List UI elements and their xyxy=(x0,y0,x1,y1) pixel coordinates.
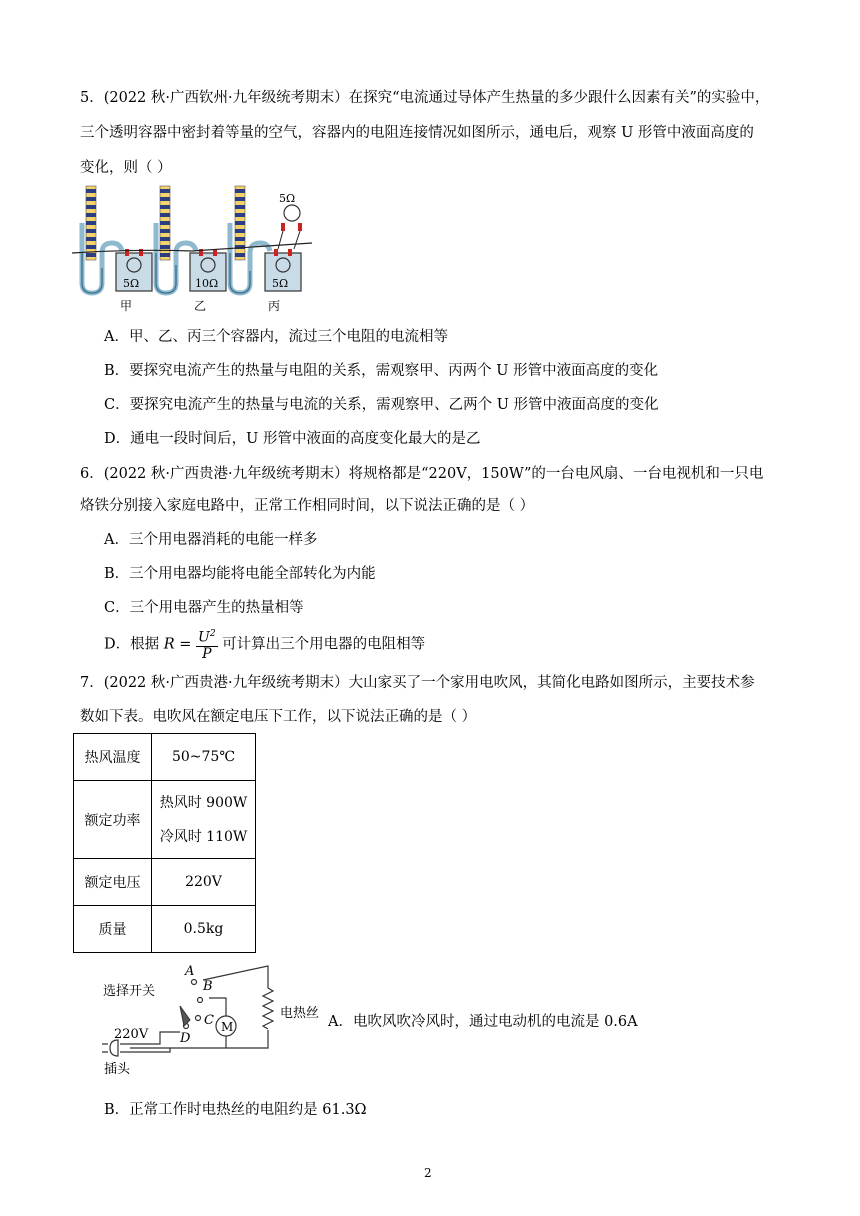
table-row xyxy=(74,906,256,953)
q6-stem-line1: 6．(2022 秋·广西贵港·九年级统考期末）将规格都是“220V，150W”的一台电风扇、一台电视机和一只电 xyxy=(80,466,764,482)
table-cell-label: 额定电压 xyxy=(74,859,152,906)
q5-option-b: B．要探究电流产生的热量与电阻的关系，需观察甲、丙两个 U 形管中液面高度的变化 xyxy=(104,363,659,379)
q6-option-d-prefix: D．根据 xyxy=(104,636,164,653)
q7-option-b: B．正常工作时电热丝的电阻约是 61.3Ω xyxy=(104,1102,367,1118)
u-tube-scale-1 xyxy=(86,186,96,260)
resistor-1-label: 5Ω xyxy=(123,277,140,290)
q7-stem-line2: 数如下表。电吹风在额定电压下工作，以下说法正确的是（ ） xyxy=(80,709,477,725)
q6-option-b: B．三个用电器均能将电能全部转化为内能 xyxy=(104,566,376,582)
contact-d-label: D xyxy=(180,1031,191,1046)
q5-stem-line2: 三个透明容器中密封着等量的空气，容器内的电阻连接情况如图所示，通电后，观察 U 形管中液面高度的 xyxy=(80,125,754,141)
hair-dryer-circuit-diagram xyxy=(100,960,335,1080)
table-cell-value xyxy=(152,781,256,859)
u-tube-scale-2 xyxy=(160,186,170,260)
q7-stem-line1: 7．(2022 秋·广西贵港·九年级统考期末）大山家买了一个家用电吹风，其简化电路如图所示，主要技术参 xyxy=(80,675,755,691)
q5-experiment-figure xyxy=(72,183,322,318)
q5-option-d: D．通电一段时间后，U 形管中液面的高度变化最大的是乙 xyxy=(104,431,481,447)
q6-option-c: C．三个用电器产生的热量相等 xyxy=(104,600,304,616)
spec-table xyxy=(73,733,256,953)
table-cell-value: 0.5kg xyxy=(152,906,256,953)
heater-resistor xyxy=(263,988,273,1029)
table-cell-value: 50~75℃ xyxy=(152,734,256,781)
page-number: 2 xyxy=(424,1166,432,1180)
power-cold: 冷风时 110W xyxy=(159,828,248,845)
u-tube-scale-3 xyxy=(235,186,245,260)
table-row xyxy=(74,734,256,781)
q7-option-a: A．电吹风吹冷风时，通过电动机的电流是 0.6A xyxy=(328,1014,638,1030)
heater-label: 电热丝 xyxy=(280,1006,320,1021)
plug-icon xyxy=(110,1040,118,1056)
table-cell-label: 额定功率 xyxy=(74,781,152,859)
q5-stem-line1: 5．(2022 秋·广西钦州·九年级统考期末）在探究“电流通过导体产生热量的多少跟什么因素有关”的实验中， xyxy=(80,90,770,106)
resistor-3-label: 5Ω xyxy=(272,277,289,290)
contact-b-label: B xyxy=(203,979,213,994)
formula-equals: = xyxy=(174,636,197,653)
q6-option-d-suffix: 可计算出三个用电器的电阻相等 xyxy=(217,636,426,653)
formula-denominator: P xyxy=(202,645,212,662)
power-hot: 热风时 900W xyxy=(159,794,248,811)
contact-a-label: A xyxy=(185,964,195,979)
formula-numerator: U xyxy=(198,629,210,646)
q6-stem-line2: 烙铁分别接入家庭电路中，正常工作相同时间，以下说法正确的是（ ） xyxy=(80,498,535,514)
formula-r: R xyxy=(163,636,175,653)
container-bing-label: 丙 xyxy=(268,299,281,313)
q5-option-a: A．甲、乙、丙三个容器内，流过三个电阻的电流相等 xyxy=(104,329,448,345)
switch-label: 选择开关 xyxy=(103,984,156,999)
q5-option-c: C．要探究电流产生的热量与电流的关系，需观察甲、乙两个 U 形管中液面高度的变化 xyxy=(104,397,659,413)
selector-switch-icon xyxy=(180,1006,190,1026)
q5-stem-line3: 变化，则（ ） xyxy=(80,160,172,176)
table-cell-label: 质量 xyxy=(74,906,152,953)
formula-fraction xyxy=(196,627,218,662)
table-row xyxy=(74,781,256,859)
resistor-2-label: 10Ω xyxy=(195,277,219,290)
container-jia-label: 甲 xyxy=(120,299,133,313)
table-cell-label: 热风温度 xyxy=(74,734,152,781)
q6-option-a: A．三个用电器消耗的电能一样多 xyxy=(104,532,318,548)
table-cell-value: 220V xyxy=(152,859,256,906)
resistor-top-label: 5Ω xyxy=(279,192,296,205)
table-row xyxy=(74,859,256,906)
plug-label: 插头 xyxy=(104,1062,131,1077)
container-yi-label: 乙 xyxy=(194,299,207,313)
motor-label: M xyxy=(221,1020,234,1034)
voltage-label: 220V xyxy=(114,1027,149,1042)
contact-c-label: C xyxy=(204,1013,214,1028)
formula-exponent: 2 xyxy=(209,629,216,639)
q6-option-d xyxy=(104,627,425,662)
